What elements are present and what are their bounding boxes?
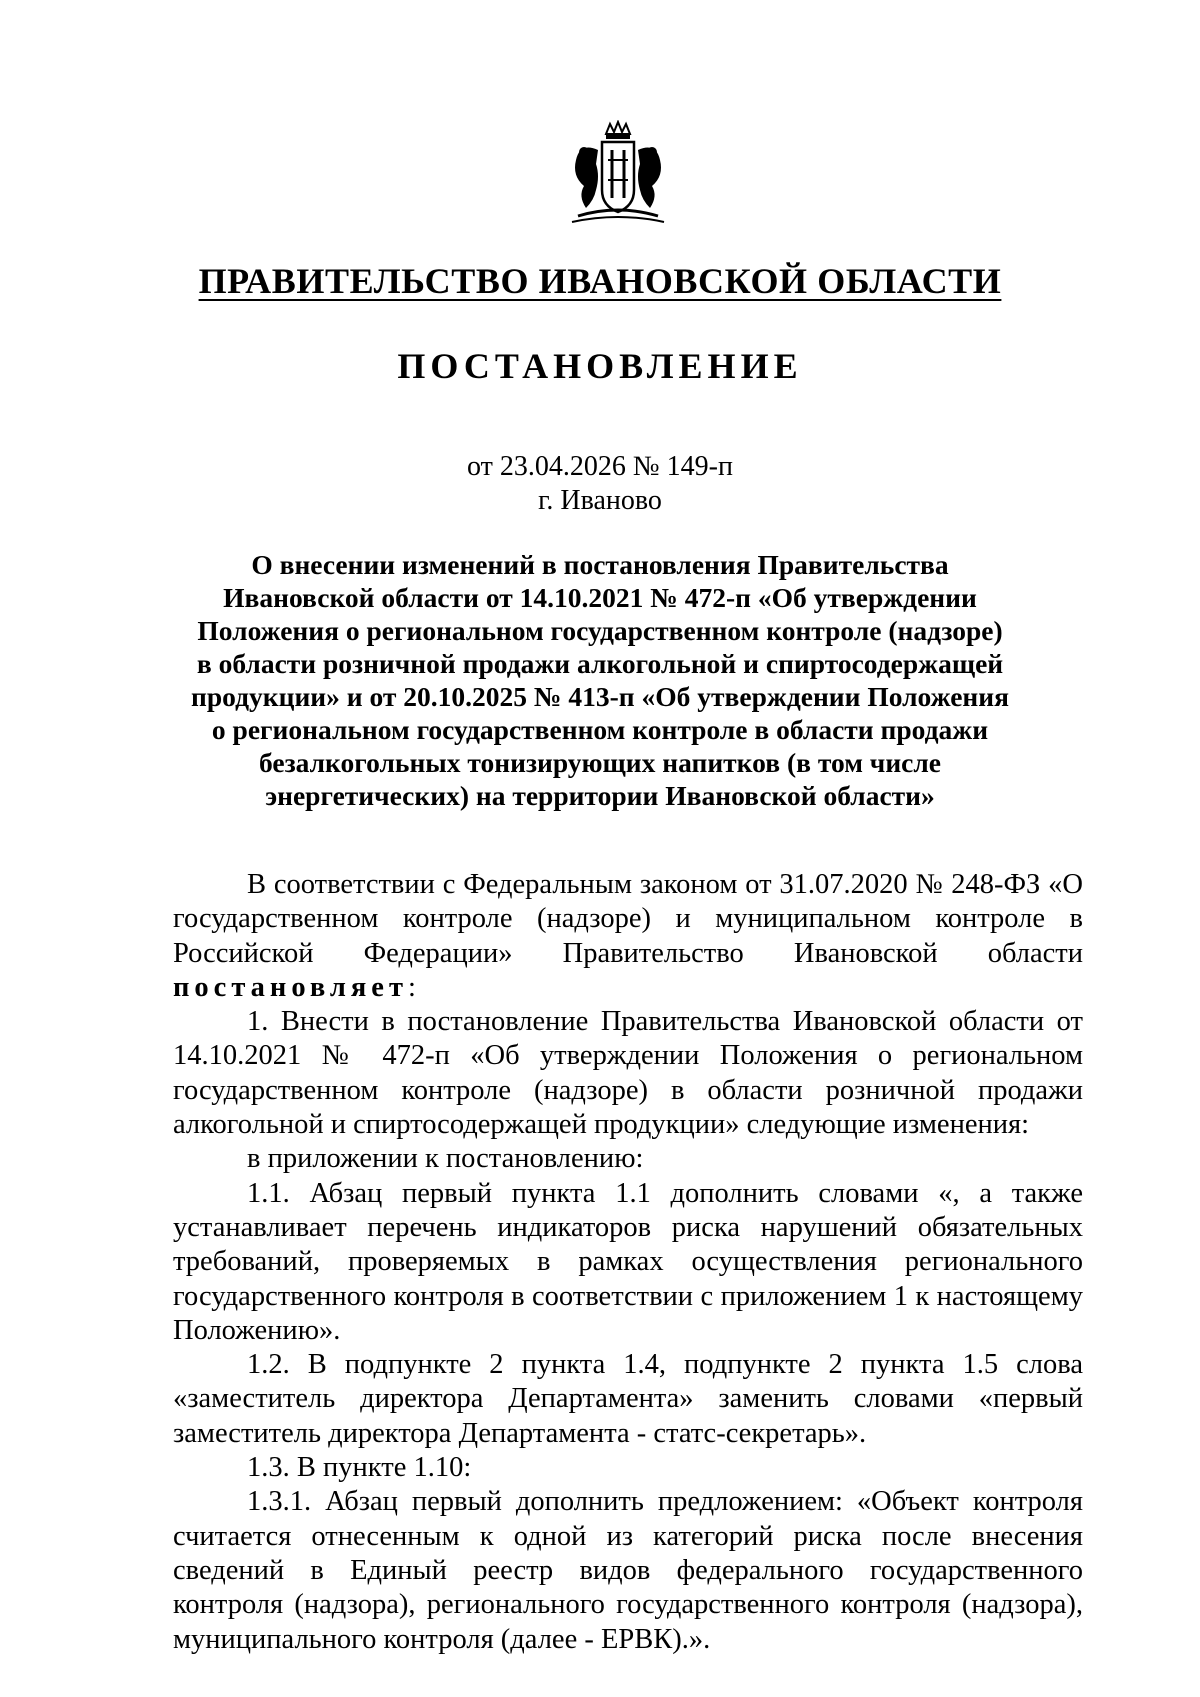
body-paragraph: 1.3.1. Абзац первый дополнить предложением: «Объект контроля считается отнесенным к одной из категорий риска после внесения сведений в Единый реестр видов федерального государственного контроля (надзора), регионального государственного контроля (надзора), муниципального контроля (далее - ЕРВК).». <box>173 1486 1083 1655</box>
body-paragraph: 1.1. Абзац первый пункта 1.1 дополнить словами «, а также устанавливает перечень индикаторов риска нарушений обязательных требований, проверяемых в рамках осуществления регионального государственного контроля в соответствии с приложением 1 к настоящему Положению». <box>173 1177 1083 1346</box>
subject-line: Положения о региональном государственном контроле (надзоре) <box>197 615 1003 646</box>
subject-line: продукции» и от 20.10.2025 № 413-п «Об утверждении Положения <box>191 681 1009 712</box>
subject-line: Ивановской области от 14.10.2021 № 472-п «Об утверждении <box>223 582 977 613</box>
preamble-paragraph <box>173 868 1083 1005</box>
preamble-text: В соответствии с Федеральным законом от 31.07.2020 № 248-ФЗ «О государственном контроле (надзоре) и муниципальном контроле в Российской Федерации» Правительство Ивановской области <box>173 869 1083 969</box>
date-number: от 23.04.2026 № 149-п <box>467 451 733 482</box>
subject-line: энергетических) на территории Ивановской области» <box>265 780 935 811</box>
coat-of-arms-icon <box>562 120 674 228</box>
resolves-punct: : <box>407 971 416 1003</box>
date-block <box>0 450 1200 518</box>
organization-title: ПРАВИТЕЛЬСТВО ИВАНОВСКОЙ ОБЛАСТИ <box>198 261 1002 301</box>
document-subject <box>150 548 1050 812</box>
body-paragraph: 1.3. В пункте 1.10: <box>247 1452 472 1484</box>
document-type: ПОСТАНОВЛЕНИЕ <box>397 346 803 386</box>
subject-line: О внесении изменений в постановления Правительства <box>251 549 949 580</box>
subject-line: о региональном государственном контроле в области продажи <box>211 714 989 745</box>
subject-line: безалкогольных тонизирующих напитков (в том числе <box>258 747 942 778</box>
body-paragraph: в приложении к постановлению: <box>247 1143 644 1175</box>
city: г. Иваново <box>538 485 662 516</box>
subject-line: в области розничной продажи алкогольной и спиртосодержащей <box>196 648 1004 679</box>
body-paragraph: 1.2. В подпункте 2 пункта 1.4, подпункте 2 пункта 1.5 слова «заместитель директора Департамента» заменить словами «первый заместитель директора Департамента - статс-секретарь». <box>173 1349 1083 1449</box>
resolves-word: постановляет <box>173 971 408 1003</box>
body-paragraph: 1. Внести в постановление Правительства Ивановской области от 14.10.2021 № 472-п «Об утверждении Положения о региональном государственном контроле (надзоре) в области розничной продажи алкогольной и спиртосодержащей продукции» следующие изменения: <box>173 1006 1083 1141</box>
document-body <box>173 868 1083 1657</box>
